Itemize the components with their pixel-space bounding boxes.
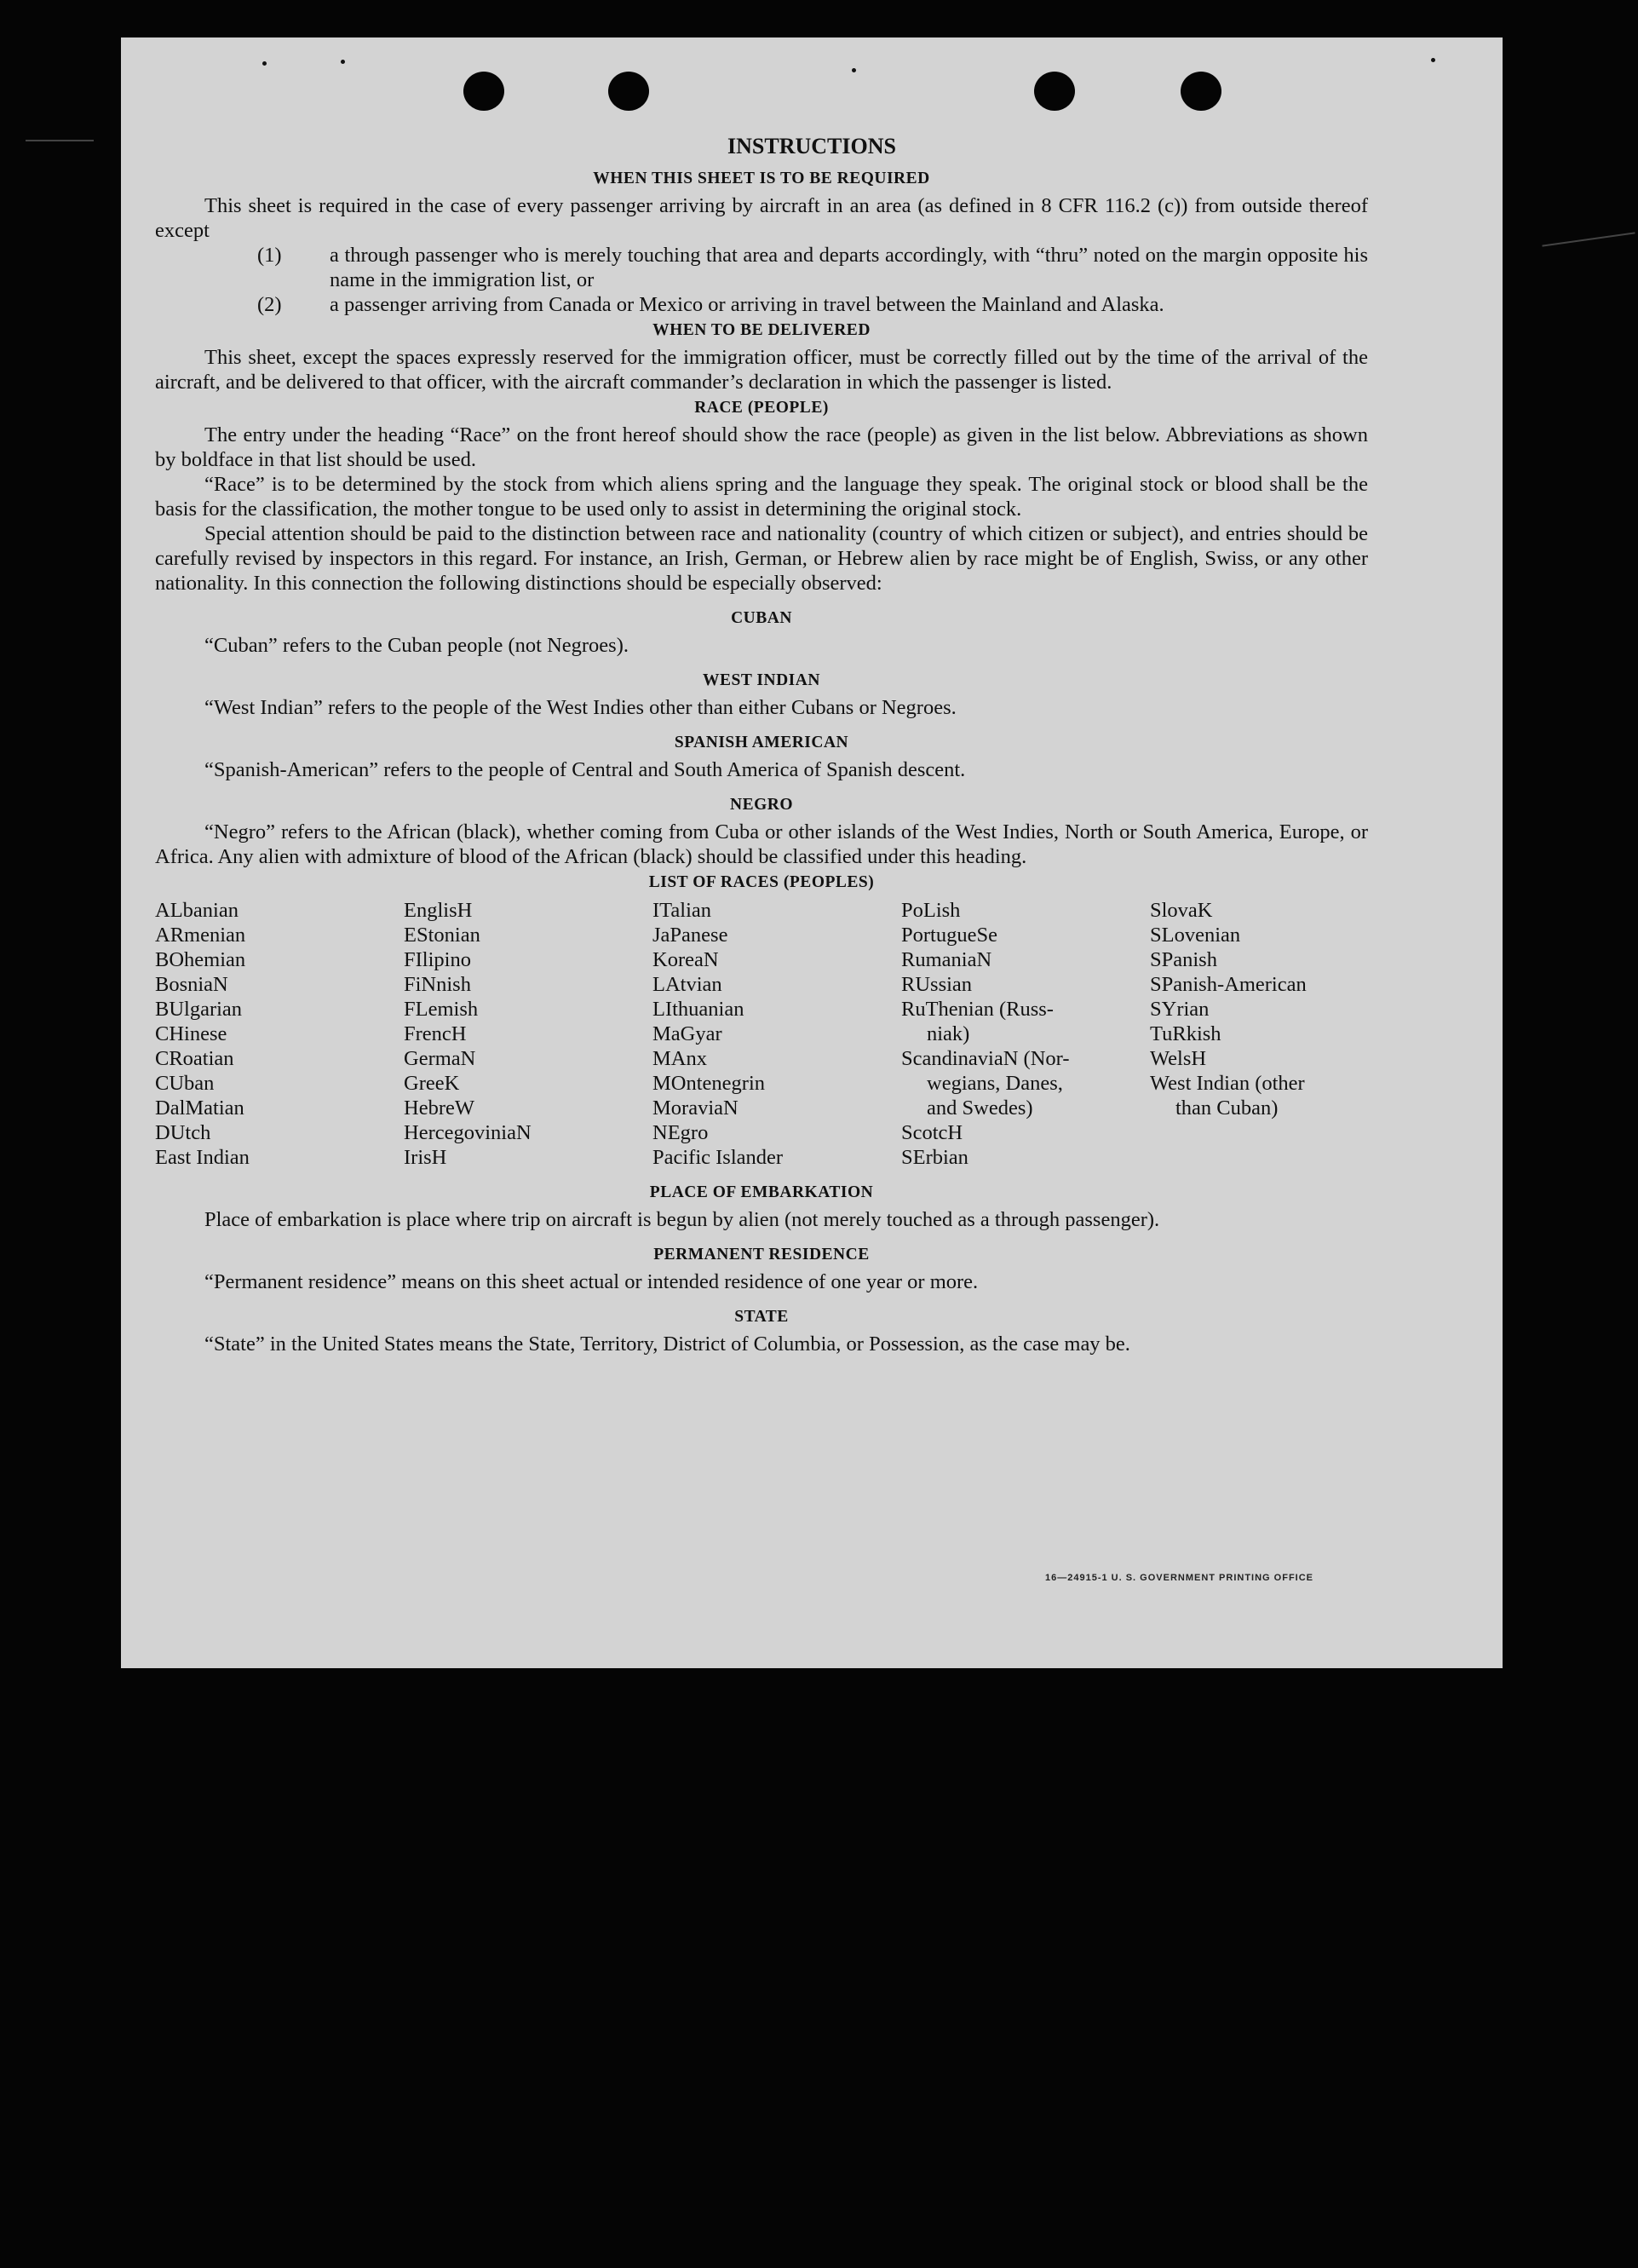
race-item: DUtch <box>155 1121 211 1144</box>
race-item: ITalian <box>652 899 712 922</box>
instructions-body <box>155 165 1368 1356</box>
race-item: SLovenian <box>1150 924 1241 947</box>
race-item: SErbian <box>901 1146 968 1169</box>
section-heading: WHEN THIS SHEET IS TO BE REQUIRED <box>593 170 930 187</box>
punch-hole <box>608 72 649 111</box>
scan-mark <box>26 140 94 141</box>
section-heading: WHEN TO BE DELIVERED <box>652 321 871 339</box>
section-heading: STATE <box>734 1308 789 1326</box>
race-item <box>1150 1145 1368 1170</box>
race-item: PortugueSe <box>901 924 997 947</box>
race-item: and Swedes) <box>927 1097 1033 1120</box>
race-item: niak) <box>927 1022 970 1045</box>
race-item: BUlgarian <box>155 998 243 1021</box>
section-heading: PERMANENT RESIDENCE <box>653 1246 870 1264</box>
paragraph: The entry under the heading “Race” on the front hereof should show the race (people) as given in the list below. Abbreviations as shown by boldface in that list should be used. <box>155 423 1368 471</box>
race-item: CRoatian <box>155 1047 234 1070</box>
race-item: Pacific Islander <box>652 1146 784 1169</box>
race-item: WelsH <box>1150 1047 1207 1070</box>
section-heading: PLACE OF EMBARKATION <box>649 1183 874 1201</box>
race-item: ScotcH <box>901 1121 963 1144</box>
section-heading: LIST OF RACES (PEOPLES) <box>648 873 875 891</box>
paragraph: “West Indian” refers to the people of the West Indies other than either Cubans or Negroes. <box>204 696 957 719</box>
paragraph: Place of embarkation is place where trip on aircraft is begun by alien (not merely touched as a through passenger). <box>204 1208 1160 1231</box>
punch-hole <box>463 72 504 111</box>
paragraph: “Negro” refers to the African (black), whether coming from Cuba or other islands of the West Indies, North or South America, Europe, or Africa. Any alien with admixture of blood of the African (black) should be classified under this heading. <box>155 820 1368 868</box>
race-item: SlovaK <box>1150 899 1213 922</box>
race-item: FiNnish <box>404 973 471 996</box>
punch-hole <box>1181 72 1221 111</box>
race-item: LIthuanian <box>652 998 744 1021</box>
paragraph: “Race” is to be determined by the stock from which aliens spring and the language they speak. The original stock or blood shall be the basis for the classification, the mother tongue to be used only to assist in determining the original stock. <box>155 473 1368 521</box>
race-item: LAtvian <box>652 973 722 996</box>
race-item: than Cuban) <box>1175 1097 1279 1120</box>
race-item: DalMatian <box>155 1097 244 1120</box>
race-item: wegians, Danes, <box>927 1072 1063 1095</box>
race-item: MOntenegrin <box>652 1072 765 1095</box>
paragraph: “Cuban” refers to the Cuban people (not Negroes). <box>204 634 629 657</box>
paragraph: “Permanent residence” means on this sheet actual or intended residence of one year or more. <box>204 1270 979 1293</box>
speck <box>852 68 856 72</box>
race-item: ALbanian <box>155 899 239 922</box>
page-title: INSTRUCTIONS <box>727 134 896 158</box>
paragraph: “Spanish-American” refers to the people of Central and South America of Spanish descent. <box>204 758 966 781</box>
section-heading: SPANISH AMERICAN <box>674 734 849 751</box>
race-item: JaPanese <box>652 924 728 947</box>
race-item: KoreaN <box>652 948 719 971</box>
race-item: HercegoviniaN <box>404 1121 532 1144</box>
race-item: EnglisH <box>404 899 473 922</box>
exception-list <box>155 243 1368 317</box>
race-item: East Indian <box>155 1146 250 1169</box>
race-item: PoLish <box>901 899 961 922</box>
race-item: SPanish-American <box>1150 973 1307 996</box>
section-heading: RACE (PEOPLE) <box>694 399 829 417</box>
race-item: RuThenian (Russ- <box>901 998 1054 1021</box>
list-item: (1) a through passenger who is merely touching that area and departs accordingly, with “thru” noted on the margin opposite his name in the immigration list, or <box>257 244 1368 291</box>
race-item: SYrian <box>1150 998 1210 1021</box>
race-item: ARmenian <box>155 924 246 947</box>
paragraph: Special attention should be paid to the distinction between race and nationality (country of which citizen or subject), and entries should be carefully revised by inspectors in this regard. For instance, an Irish, German, or Hebrew alien by race might be of English, Swiss, or any other nationality. In this connection the following distinctions should be especially observed: <box>155 522 1368 595</box>
race-item: TuRkish <box>1150 1022 1221 1045</box>
race-item: ScandinaviaN (Nor- <box>901 1047 1070 1070</box>
paragraph: “State” in the United States means the State, Territory, District of Columbia, or Possession, as the case may be. <box>204 1333 1130 1356</box>
section-heading: NEGRO <box>729 796 793 814</box>
speck <box>1431 58 1435 62</box>
race-item: MaGyar <box>652 1022 722 1045</box>
section-heading: WEST INDIAN <box>703 671 820 689</box>
speck <box>262 61 267 66</box>
list-item: (2) a passenger arriving from Canada or Mexico or arriving in travel between the Mainland and Alaska. <box>257 293 1164 316</box>
race-item: FLemish <box>404 998 479 1021</box>
races-list <box>155 898 1368 1170</box>
paragraph: This sheet, except the spaces expressly reserved for the immigration officer, must be correctly filled out by the time of the arrival of the aircraft, and be delivered to that officer, with the aircraft commander’s declaration in which the passenger is listed. <box>155 346 1368 394</box>
section-heading: CUBAN <box>731 609 792 627</box>
race-item: CHinese <box>155 1022 227 1045</box>
race-item: SPanish <box>1150 948 1217 971</box>
race-item: EStonian <box>404 924 480 947</box>
race-item: MoraviaN <box>652 1097 739 1120</box>
scan-mark <box>1542 232 1635 246</box>
race-item: GreeK <box>404 1072 460 1095</box>
race-item: West Indian (other <box>1150 1072 1305 1095</box>
race-item: RUssian <box>901 973 973 996</box>
race-item: HebreW <box>404 1097 474 1120</box>
race-item: IrisH <box>404 1146 447 1169</box>
race-item: NEgro <box>652 1121 709 1144</box>
race-item: GermaN <box>404 1047 476 1070</box>
speck <box>341 60 345 64</box>
race-item: BosniaN <box>155 973 228 996</box>
document-page <box>121 37 1503 1668</box>
race-item: FrencH <box>404 1022 467 1045</box>
race-item: CUban <box>155 1072 215 1095</box>
paragraph: This sheet is required in the case of every passenger arriving by aircraft in an area (as defined in 8 CFR 116.2 (c)) from outside thereof except <box>155 194 1368 242</box>
race-item: FIlipino <box>404 948 471 971</box>
punch-hole <box>1034 72 1075 111</box>
printer-imprint: 16—24915-1 U. S. GOVERNMENT PRINTING OFFICE <box>1045 1573 1314 1583</box>
race-item: MAnx <box>652 1047 707 1070</box>
race-item <box>1150 1120 1368 1145</box>
race-item: BOhemian <box>155 948 246 971</box>
race-item: RumaniaN <box>901 948 992 971</box>
